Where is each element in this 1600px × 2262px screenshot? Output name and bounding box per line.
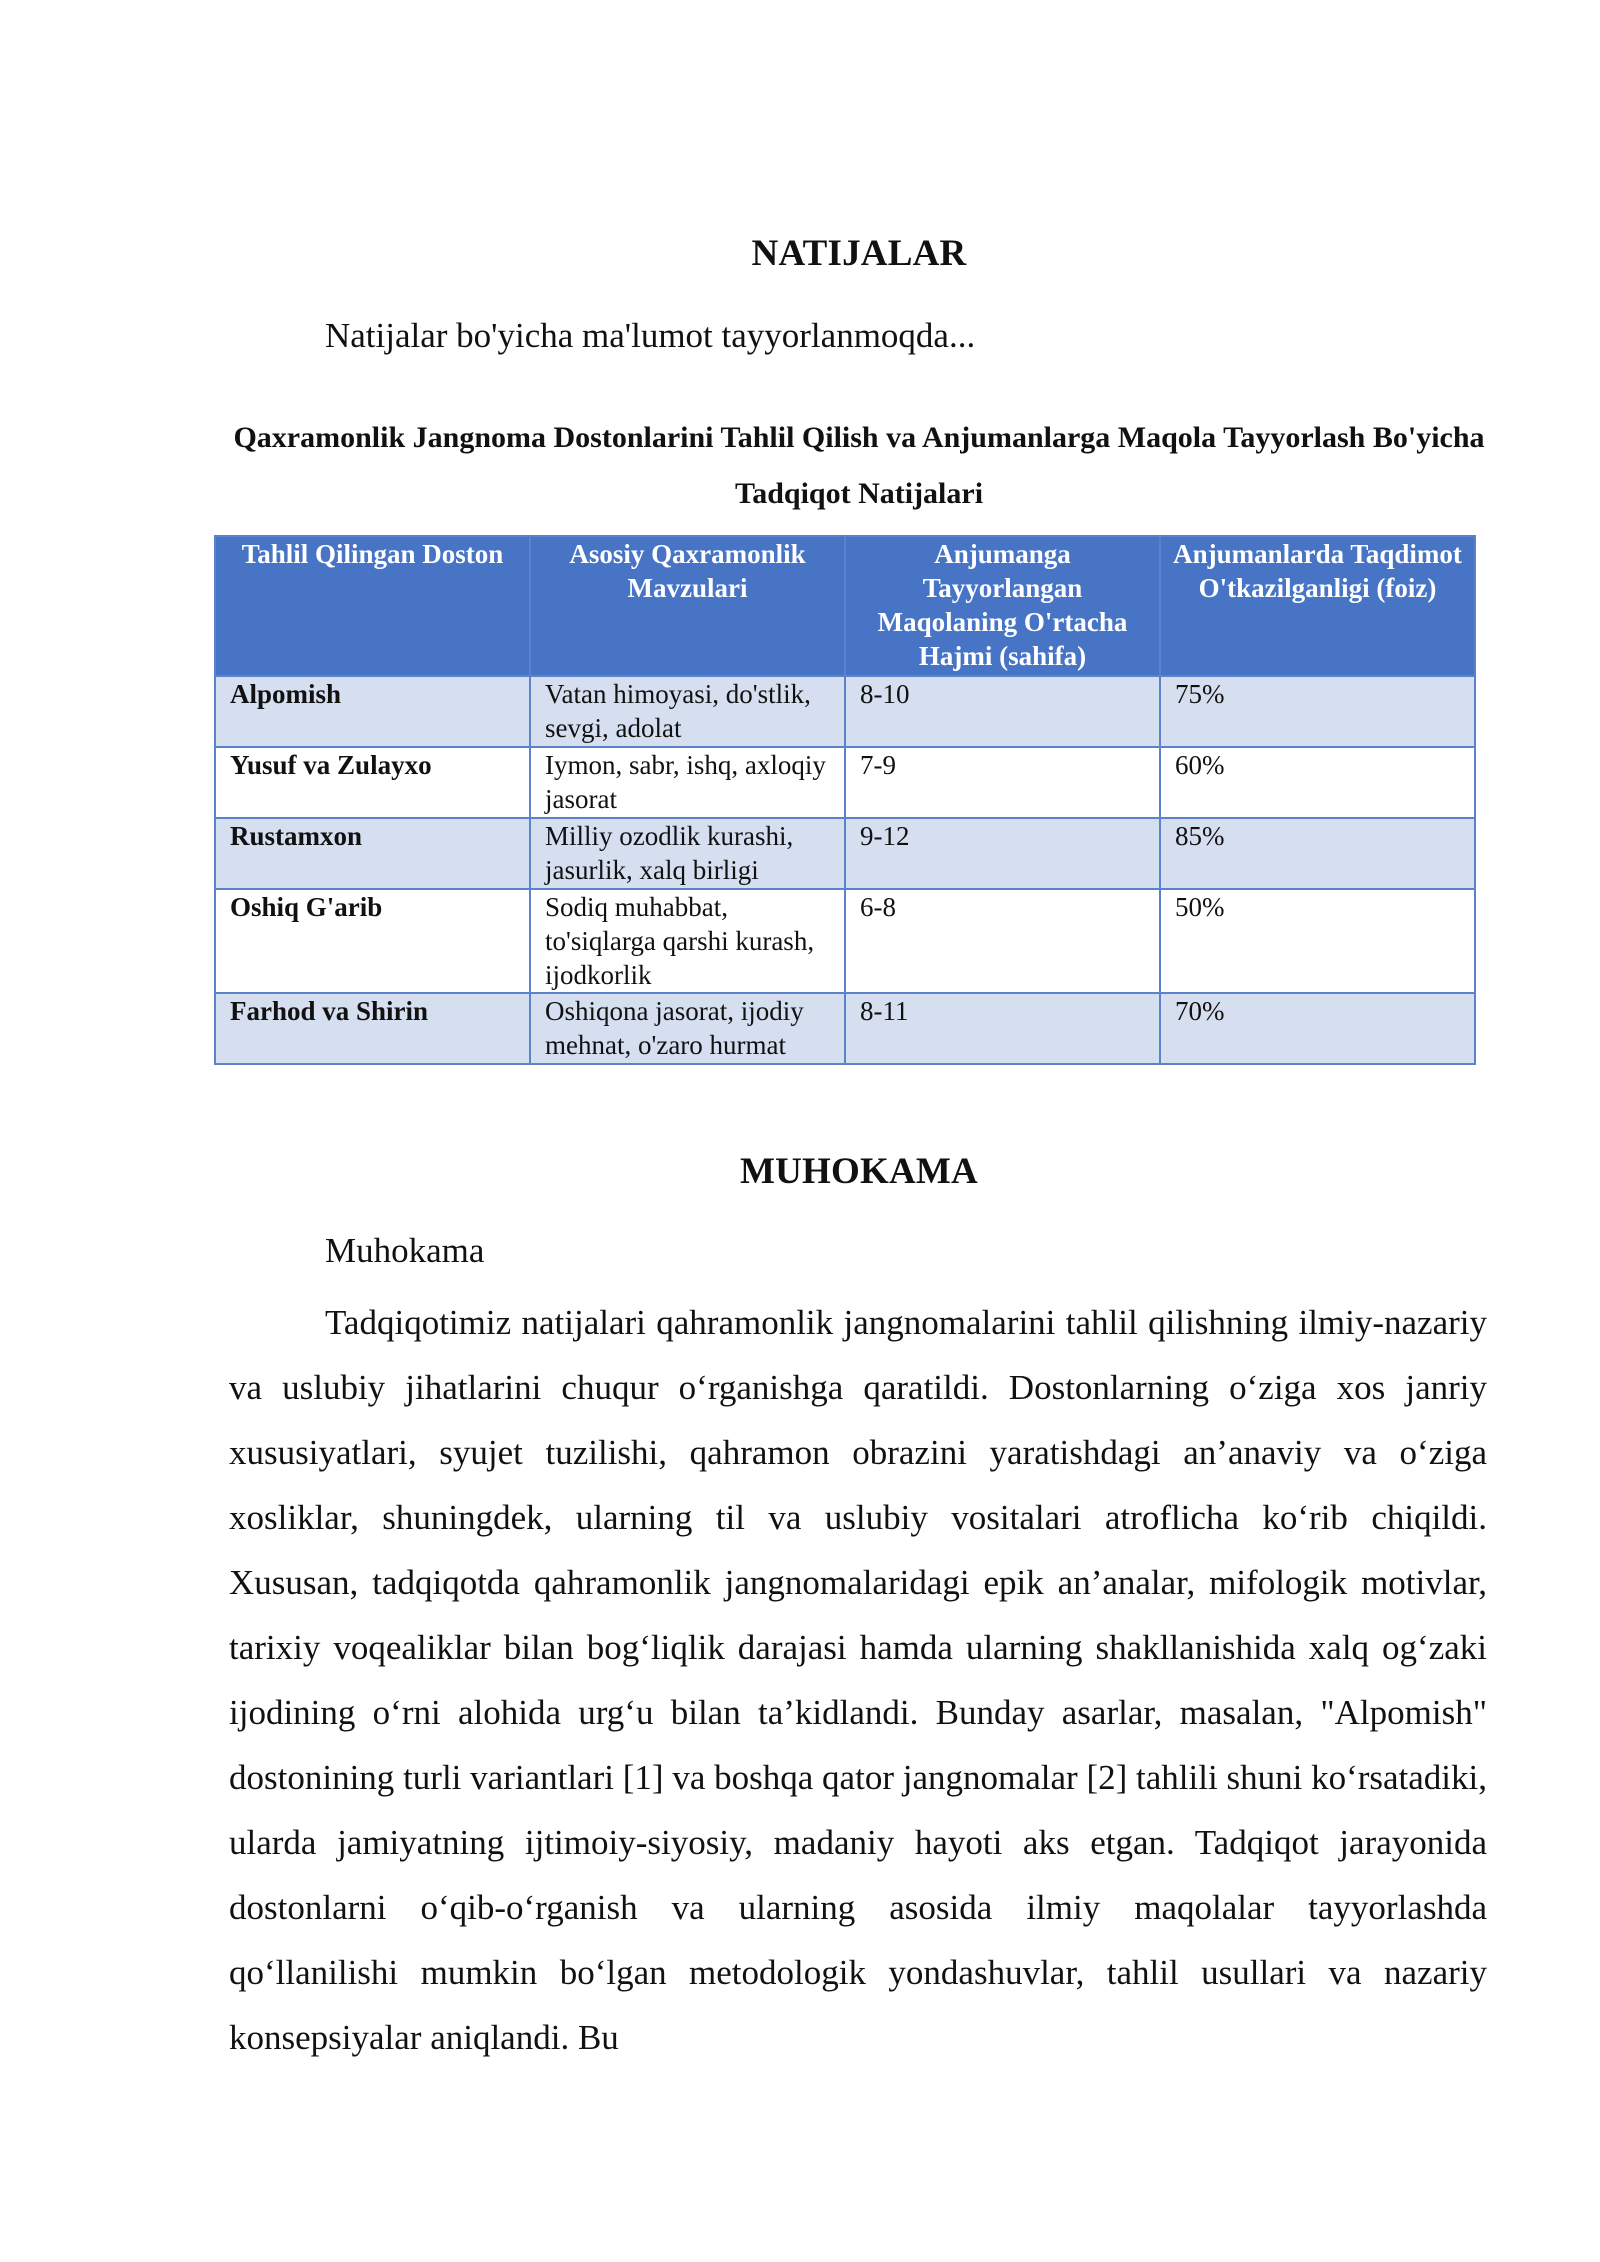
cell-doston: Yusuf va Zulayxo (215, 747, 530, 818)
cell-mavzular: Vatan himoyasi, do'stlik, sevgi, adolat (530, 676, 845, 747)
header-mavzular: Asosiy Qaxramonlik Mavzulari (530, 536, 845, 676)
results-table (214, 535, 1476, 1065)
header-doston: Tahlil Qilingan Doston (215, 536, 530, 676)
table-row (215, 993, 1475, 1064)
cell-mavzular: Milliy ozodlik kurashi, jasurlik, xalq birligi (530, 818, 845, 889)
results-intro-text: Natijalar bo'yicha ma'lumot tayyorlanmoqda... (325, 316, 976, 355)
discussion-intro-text: Muhokama (325, 1231, 485, 1270)
cell-taqdimot-foiz: 60% (1160, 747, 1475, 818)
table-header-row (215, 536, 1475, 676)
cell-mavzular: Sodiq muhabbat, to'siqlarga qarshi kurash, ijodkorlik (530, 889, 845, 993)
discussion-paragraph: Tadqiqotimiz natijalari qahramonlik jangnomalarini tahlil qilishning ilmiy-nazariy va uslubiy jihatlarini chuqur o‘rganishga qaratildi. Dostonlarning o‘ziga xos janriy xususiyatlari, syujet tuzilishi, qahramon obrazini yaratishdagi an’anaviy va o‘ziga xosliklar, shuningdek, ularning til va uslubiy vositalari atroflicha ko‘rib chiqildi. Xususan, tadqiqotda qahramonlik jangnomalaridagi epik an’analar, mifologik motivlar, tarixiy voqealiklar bilan bog‘liqlik darajasi hamda ularning shakllanishida xalq og‘zaki ijodining o‘rni alohida urg‘u bilan ta’kidlandi. Bunday asarlar, masalan, "Alpomish" dostonining turli variantlari [1] va boshqa qator jangnomalar [2] tahlili shuni ko‘rsatadiki, ularda jamiyatning ijtimoiy-siyosiy, madaniy hayoti aks etgan. Tadqiqot jarayonida dostonlarni o‘qib-o‘rganish va ularning asosida ilmiy maqolalar tayyorlashda qo‘llanilishi mumkin bo‘lgan metodologik yondashuvlar, tahlil usullari va nazariy konsepsiyalar aniqlandi. Bu (229, 1303, 1487, 2057)
cell-doston: Oshiq G'arib (215, 889, 530, 993)
cell-taqdimot-foiz: 75% (1160, 676, 1475, 747)
cell-taqdimot-foiz: 50% (1160, 889, 1475, 993)
cell-taqdimot-foiz: 70% (1160, 993, 1475, 1064)
cell-maqola-hajmi: 8-11 (845, 993, 1160, 1064)
discussion-heading: MUHOKAMA (740, 1151, 978, 1192)
header-maqola-hajmi: Anjumanga Tayyorlangan Maqolaning O'rtacha Hajmi (sahifa) (845, 536, 1160, 676)
cell-doston: Alpomish (215, 676, 530, 747)
table-row (215, 818, 1475, 889)
cell-taqdimot-foiz: 85% (1160, 818, 1475, 889)
cell-maqola-hajmi: 6-8 (845, 889, 1160, 993)
header-taqdimot-foiz: Anjumanlarda Taqdimot O'tkazilganligi (foiz) (1160, 536, 1475, 676)
cell-maqola-hajmi: 7-9 (845, 747, 1160, 818)
table-row (215, 747, 1475, 818)
table-caption: Qaxramonlik Jangnoma Dostonlarini Tahlil Qilish va Anjumanlarga Maqola Tayyorlash Bo'yicha Tadqiqot Natijalari (233, 421, 1485, 510)
cell-mavzular: Oshiqona jasorat, ijodiy mehnat, o'zaro hurmat (530, 993, 845, 1064)
cell-doston: Rustamxon (215, 818, 530, 889)
results-heading: NATIJALAR (751, 233, 967, 274)
table-row (215, 889, 1475, 993)
cell-maqola-hajmi: 8-10 (845, 676, 1160, 747)
table-row (215, 676, 1475, 747)
cell-doston: Farhod va Shirin (215, 993, 530, 1064)
cell-mavzular: Iymon, sabr, ishq, axloqiy jasorat (530, 747, 845, 818)
cell-maqola-hajmi: 9-12 (845, 818, 1160, 889)
